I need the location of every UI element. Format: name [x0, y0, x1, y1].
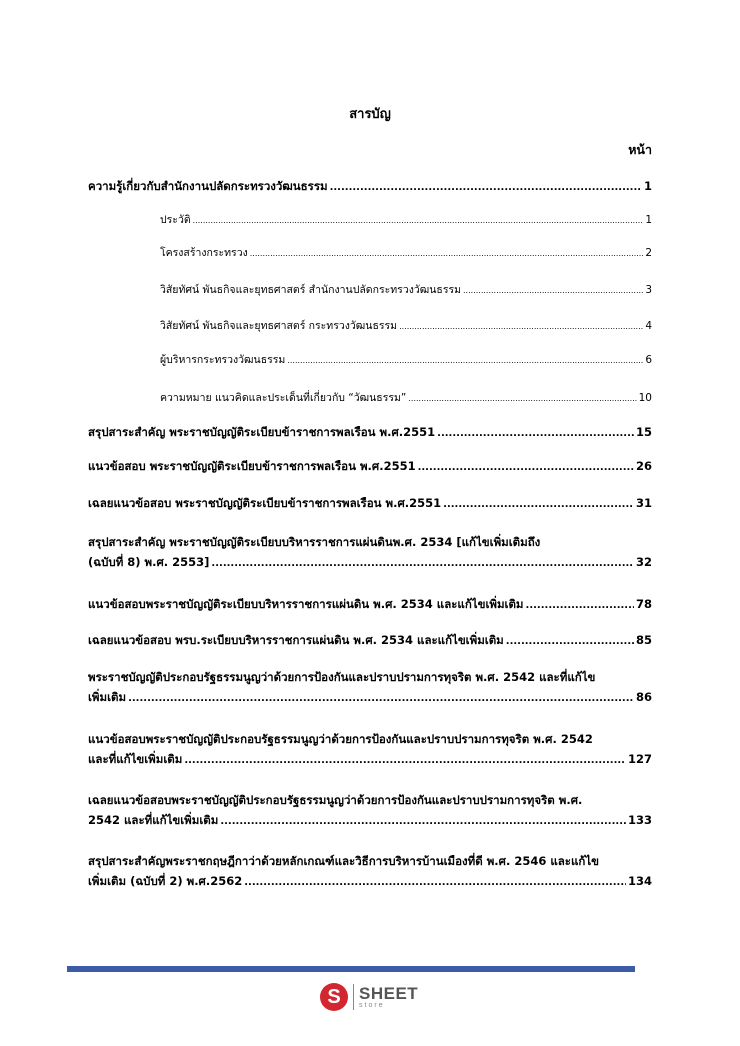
- toc-entry-title-line: สรุปสาระสำคัญพระราชกฤษฎีกาว่าด้วยหลักเกณฑ์และวิธีการบริหารบ้านเมืองที่ดี พ.ศ. 2546 และแก้ไข: [88, 854, 599, 868]
- dot-leader: [184, 749, 626, 771]
- toc-entry: [88, 243, 652, 263]
- toc-entry-title: โครงสร้างกระทรวง: [160, 247, 248, 259]
- dot-leader: [526, 594, 634, 616]
- toc-entry-page-number: 32: [635, 555, 652, 569]
- toc-entry: [88, 630, 652, 650]
- toc-entry-page-number: 134: [627, 874, 652, 888]
- toc-entry-page-number: 31: [635, 496, 652, 510]
- page-title: สารบัญ: [349, 107, 391, 122]
- toc-entry-title: แนวข้อสอบ พระราชบัญญัติระเบียบข้าราชการพลเรือน พ.ศ.2551: [88, 459, 416, 473]
- toc-entry-page-number: 6: [645, 354, 652, 366]
- toc-entry: [88, 594, 652, 614]
- logo-subtext: store: [359, 1002, 385, 1009]
- toc-entry-title: (ฉบับที่ 8) พ.ศ. 2553]: [88, 555, 210, 569]
- toc-entry-title: แนวข้อสอบพระราชบัญญัติระเบียบบริหารราชการแผ่นดิน พ.ศ. 2534 และแก้ไขเพิ่มเติม: [88, 597, 524, 611]
- toc-entry-page-number: 85: [635, 633, 652, 647]
- toc-entry-page-number: 15: [635, 425, 652, 439]
- toc-entry: [88, 667, 652, 707]
- toc-entry-page-number: 10: [638, 392, 652, 404]
- toc-entry: [88, 729, 652, 769]
- dot-leader: [128, 687, 634, 709]
- toc-entry-title: วิสัยทัศน์ พันธกิจและยุทธศาสตร์ สำนักงานปลัดกระทรวงวัฒนธรรม: [160, 284, 462, 296]
- dot-leader: [437, 422, 634, 444]
- footer-divider: [67, 966, 635, 972]
- dot-leader: [211, 552, 634, 574]
- toc-entry: [88, 210, 652, 230]
- toc-entry: [88, 350, 652, 370]
- toc-entry-page-number: 2: [645, 247, 652, 259]
- sheet-store-logo: [320, 982, 418, 1012]
- toc-entry-title: เพิ่มเติม: [88, 690, 127, 704]
- dot-leader: [408, 388, 636, 409]
- toc-entry-page-number: 78: [635, 597, 652, 611]
- toc-entry-title: ประวัติ: [160, 214, 191, 226]
- toc-entry-page-number: 26: [635, 459, 652, 473]
- toc-entry: [88, 316, 652, 336]
- logo-separator: [353, 984, 354, 1010]
- toc-entry-title: และที่แก้ไขเพิ่มเติม: [88, 752, 183, 766]
- toc-entry-title-line: แนวข้อสอบพระราชบัญญัติประกอบรัฐธรรมนูญว่าด้วยการป้องกันและปราบปรามการทุจริต พ.ศ. 2542: [88, 732, 593, 746]
- toc-entry: [88, 422, 652, 442]
- logo-text: SHEET: [359, 984, 419, 1003]
- dot-leader: [443, 493, 634, 515]
- toc-entry-page-number: 133: [627, 813, 652, 827]
- toc-entry-title-line: พระราชบัญญัติประกอบรัฐธรรมนูญว่าด้วยการป้องกันและปราบปรามการทุจริต พ.ศ. 2542 และที่แก้ไข: [88, 670, 596, 684]
- toc-entry: [88, 176, 652, 196]
- toc-entry-page-number: 1: [643, 179, 652, 193]
- toc-entry: [88, 790, 652, 830]
- dot-leader: [330, 176, 642, 198]
- dot-leader: [220, 810, 626, 832]
- toc-entry-title: ผู้บริหารกระทรวงวัฒนธรรม: [160, 354, 286, 366]
- toc-entry-title: วิสัยทัศน์ พันธกิจและยุทธศาสตร์ กระทรวงวัฒนธรรม: [160, 320, 398, 332]
- toc-entry-page-number: 3: [645, 284, 652, 296]
- toc-entry: [88, 456, 652, 476]
- toc-entry-title-line: เฉลยแนวข้อสอบพระราชบัญญัติประกอบรัฐธรรมนูญว่าด้วยการป้องกันและปราบปรามการทุจริต พ.ศ.: [88, 793, 583, 807]
- toc-entry: [88, 280, 652, 300]
- toc-entry-title: ความหมาย แนวคิดและประเด็นที่เกี่ยวกับ “วัฒนธรรม”: [160, 392, 407, 404]
- dot-leader: [506, 630, 634, 652]
- toc-entry-title: ความรู้เกี่ยวกับสำนักงานปลัดกระทรวงวัฒนธรรม: [88, 179, 328, 193]
- toc-entry-title: เพิ่มเติม (ฉบับที่ 2) พ.ศ.2562: [88, 874, 243, 888]
- toc-entry-title: สรุปสาระสำคัญ พระราชบัญญัติระเบียบข้าราชการพลเรือน พ.ศ.2551: [88, 425, 436, 439]
- dot-leader: [418, 456, 634, 478]
- dot-leader: [463, 280, 643, 301]
- toc-entry-title: เฉลยแนวข้อสอบ พรบ.ระเบียบบริหารราชการแผ่นดิน พ.ศ. 2534 และแก้ไขเพิ่มเติม: [88, 633, 504, 647]
- toc-entry-page-number: 127: [627, 752, 652, 766]
- page-column-header: หน้า: [628, 142, 652, 157]
- toc-entry: [88, 388, 652, 408]
- dot-leader: [244, 871, 626, 893]
- logo-mark-icon: S: [320, 983, 348, 1011]
- toc-entry-page-number: 1: [645, 214, 652, 226]
- dot-leader: [250, 243, 644, 264]
- toc-entry-title-line: สรุปสาระสำคัญ พระราชบัญญัติระเบียบบริหารราชการแผ่นดินพ.ศ. 2534 [แก้ไขเพิ่มเติมถึง: [88, 535, 541, 549]
- dot-leader: [193, 210, 644, 231]
- toc-entry-title: เฉลยแนวข้อสอบ พระราชบัญญัติระเบียบข้าราชการพลเรือน พ.ศ.2551: [88, 496, 442, 510]
- toc-entry: [88, 493, 652, 513]
- toc-entry-page-number: 4: [645, 320, 652, 332]
- toc-entry: [88, 532, 652, 572]
- toc-entry-title: 2542 และที่แก้ไขเพิ่มเติม: [88, 813, 219, 827]
- dot-leader: [399, 316, 643, 337]
- dot-leader: [287, 350, 643, 371]
- toc-entry-page-number: 86: [635, 690, 652, 704]
- toc-entry: [88, 851, 652, 891]
